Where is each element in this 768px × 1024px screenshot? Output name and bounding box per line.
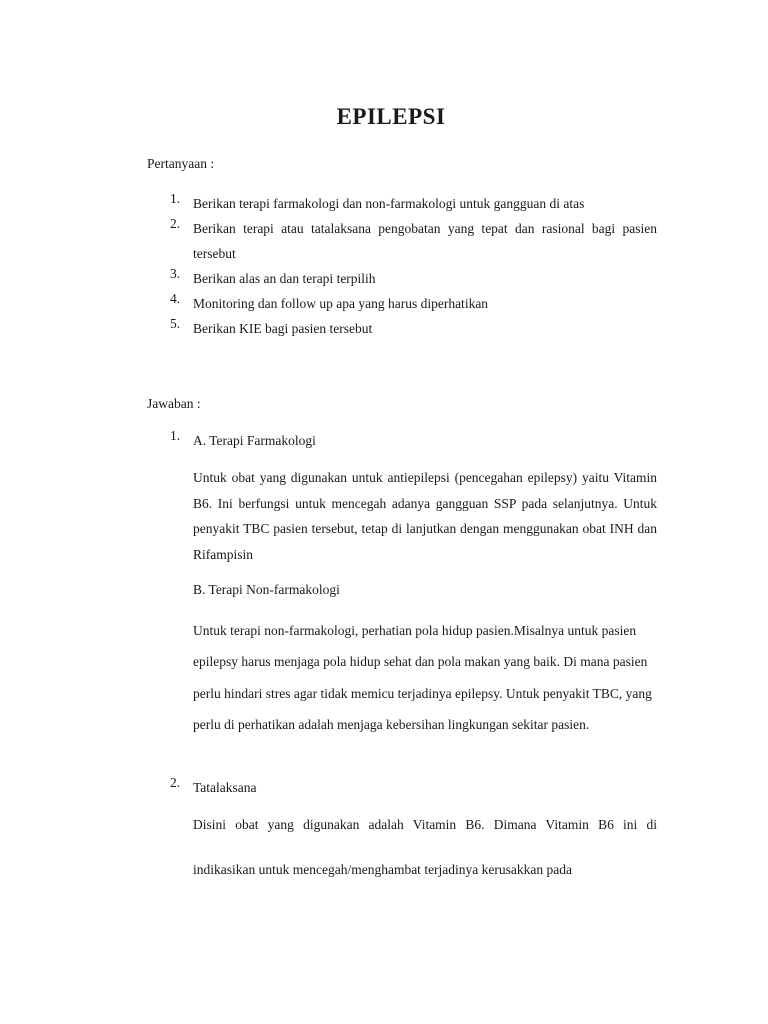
question-text: Berikan KIE bagi pasien tersebut [193, 321, 373, 336]
question-text: Monitoring dan follow up apa yang harus diperhatikan [193, 296, 489, 311]
answers-label: Jawaban : [147, 396, 201, 411]
question-number: 1. [170, 191, 181, 206]
answer-paragraph: Untuk terapi non-farmakologi, perhatian pola hidup pasien.Misalnya untuk pasien epilepsy harus menjaga pola hidup sehat dan pola makan yang baik. Di mana pasien perlu hindari stres agar tidak memicu terjadinya epilepsy. Untuk penyakit TBC, yang perlu di perhatikan adalah menjaga kebersihan lingkungan sekitar pasien. [193, 623, 652, 732]
questions-label: Pertanyaan : [147, 156, 215, 171]
answer-heading: A. Terapi Farmakologi [193, 433, 316, 448]
question-text: Berikan terapi farmakologi dan non-farmakologi untuk gangguan di atas [193, 196, 585, 211]
answer-paragraph: Disini obat yang digunakan adalah Vitamin B6. Dimana Vitamin B6 ini di indikasikan untuk mencegah/menghambat terjadinya kerusakkan pada [193, 817, 657, 877]
answer-paragraph: Untuk obat yang digunakan untuk antiepilepsi (pencegahan epilepsy) yaitu Vitamin B6. Ini berfungsi untuk mencegah adanya gangguan SSP pada selanjutnya. Untuk penyakit TBC pasien tersebut, tetap di lanjutkan dengan menggunakan obat INH dan Rifampisin [193, 470, 657, 562]
answer-heading: Tatalaksana [193, 780, 257, 795]
question-number: 3. [170, 266, 181, 281]
question-number: 5. [170, 316, 181, 331]
question-number: 4. [170, 291, 181, 306]
question-number: 2. [170, 216, 181, 231]
document-title: EPILEPSI [336, 104, 446, 129]
answer-number: 2. [170, 775, 181, 790]
answer-number: 1. [170, 428, 181, 443]
answer-subheading: B. Terapi Non-farmakologi [193, 582, 340, 597]
question-text: Berikan alas an dan terapi terpilih [193, 271, 376, 286]
question-text: Berikan terapi atau tatalaksana pengobatan yang tepat dan rasional bagi pasien tersebut [193, 221, 657, 261]
